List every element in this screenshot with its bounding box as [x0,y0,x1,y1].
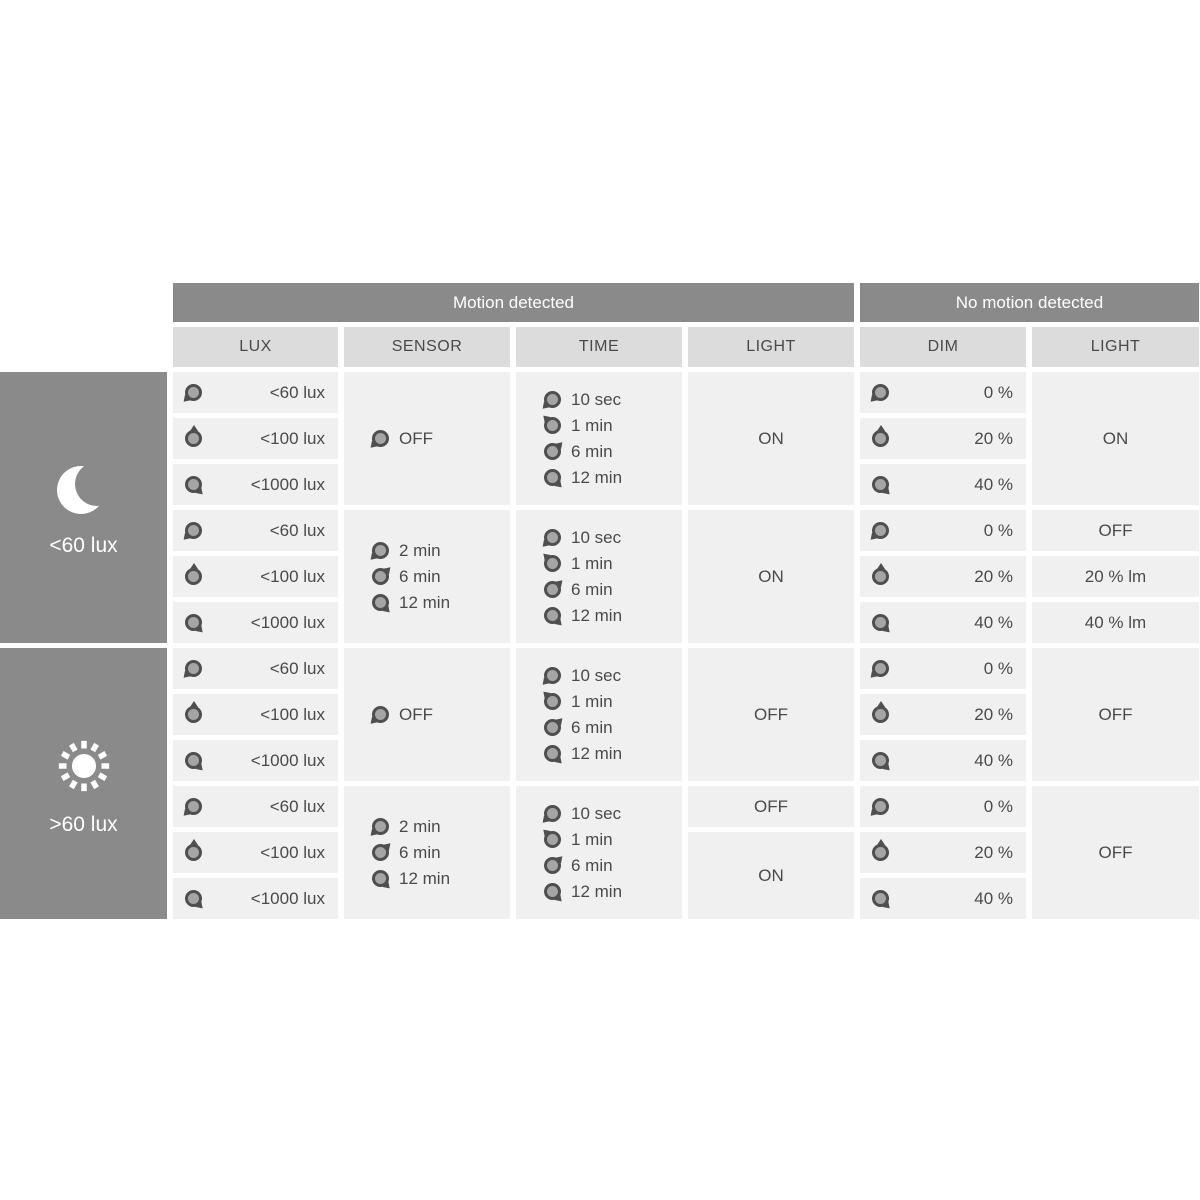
dial-icon [540,827,564,851]
light-state-cell [688,786,854,827]
dial-icon [181,794,205,818]
dial-icon [868,886,892,910]
dial-icon [540,689,564,713]
sensor-cell [344,648,510,781]
lux-value: <1000 lux [250,474,325,494]
dial-icon [540,577,564,601]
lux-value: <1000 lux [250,612,325,632]
lux-value: <1000 lux [250,750,325,770]
dial-icon [368,538,392,562]
lux-value: <60 lux [269,658,325,678]
time-value: 12 min [571,881,623,901]
column-header-sensor: SENSOR [344,327,510,367]
dim-value: 20 % [974,842,1013,862]
dim-cell [860,418,1026,459]
dial-icon [540,465,564,489]
column-header-lux: LUX [173,327,338,367]
light-nomotion-cell [1032,602,1199,643]
dial-icon [185,430,202,447]
lux-value: <60 lux [269,520,325,540]
sidebar-night [0,372,167,643]
light-state: OFF [754,704,788,724]
dial-icon [868,610,892,634]
time-value: 10 sec [571,527,622,547]
dial-icon [368,702,392,726]
dial-icon [185,706,202,723]
time-value: 10 sec [571,389,622,409]
time-cell [516,372,682,505]
dim-value: 20 % [974,428,1013,448]
dial-icon [181,380,205,404]
dim-cell [860,556,1026,597]
sidebar-day [0,648,167,919]
dial-icon [540,439,564,463]
time-value: 12 min [571,743,623,763]
dim-cell [860,786,1026,827]
light-state: 40 % lm [1084,612,1147,632]
dial-icon [540,879,564,903]
light-state-cell [688,648,854,781]
dial-icon [540,387,564,411]
dial-icon [872,568,889,585]
time-value: 12 min [571,605,623,625]
dial-icon [181,610,205,634]
light-nomotion-cell [1032,372,1199,505]
lux-value: <1000 lux [250,888,325,908]
dial-icon [872,706,889,723]
light-state: OFF [754,796,788,816]
light-nomotion-cell [1032,556,1199,597]
light-state: ON [758,428,784,448]
dial-icon [540,741,564,765]
lux-cell [173,602,338,643]
dial-icon [181,472,205,496]
dial-icon [181,748,205,772]
dial-icon [868,518,892,542]
lux-cell [173,878,338,919]
dial-icon [368,866,392,890]
sensor-settings-table [0,283,1199,919]
lux-value: <60 lux [269,382,325,402]
dim-value: 40 % [974,888,1013,908]
light-state: ON [758,566,784,586]
light-state: OFF [1098,842,1133,862]
dim-cell [860,602,1026,643]
dial-icon [540,603,564,627]
sensor-value: 6 min [399,842,441,862]
dim-value: 40 % [974,612,1013,632]
dim-value: 20 % [974,566,1013,586]
time-value: 6 min [571,579,613,599]
dial-icon [540,525,564,549]
dim-value: 0 % [983,382,1013,402]
dim-cell [860,832,1026,873]
light-state-cell [688,372,854,505]
dial-icon [868,748,892,772]
dial-icon [185,844,202,861]
moon-icon [52,458,116,522]
dial-icon [181,518,205,542]
light-nomotion-cell [1032,786,1199,919]
day-lux-label: >60 lux [49,812,118,836]
time-value: 12 min [571,467,623,487]
light-state: ON [758,865,784,885]
time-value: 1 min [571,415,613,435]
light-nomotion-cell [1032,510,1199,551]
lux-value: <60 lux [269,796,325,816]
dial-icon [872,844,889,861]
lux-value: <100 lux [260,428,325,448]
lux-cell [173,832,338,873]
lux-value: <100 lux [260,704,325,724]
lux-value: <100 lux [260,842,325,862]
light-state: 20 % lm [1084,566,1147,586]
sensor-value: 12 min [399,868,451,888]
band-no-motion-label: No motion detected [955,292,1104,312]
sensor-value: OFF [399,428,433,448]
dial-icon [368,814,392,838]
dial-icon [540,801,564,825]
dial-icon [868,472,892,496]
dim-cell [860,464,1026,505]
light-state-cell [688,510,854,643]
dial-icon [872,430,889,447]
dial-icon [868,794,892,818]
lux-cell [173,740,338,781]
column-header-light: LIGHT [688,327,854,367]
time-value: 1 min [571,691,613,711]
time-value: 6 min [571,717,613,737]
sensor-cell [344,786,510,919]
lux-cell [173,464,338,505]
column-header-time: TIME [516,327,682,367]
dial-icon [185,568,202,585]
dial-icon [368,840,392,864]
sensor-value: OFF [399,704,433,724]
lux-cell [173,694,338,735]
dim-cell [860,648,1026,689]
light-state: OFF [1098,704,1133,724]
lux-cell [173,786,338,827]
light-nomotion-cell [1032,648,1199,781]
time-value: 10 sec [571,665,622,685]
time-cell [516,510,682,643]
lux-value: <100 lux [260,566,325,586]
dim-value: 40 % [974,750,1013,770]
sensor-value: 6 min [399,566,441,586]
dial-icon [368,590,392,614]
band-motion-label: Motion detected [453,292,574,312]
time-value: 1 min [571,829,613,849]
dial-icon [181,886,205,910]
lux-cell [173,556,338,597]
dim-value: 0 % [983,520,1013,540]
light-state-cell [688,832,854,919]
band-motion-detected [173,283,854,322]
dial-icon [868,656,892,680]
time-value: 6 min [571,441,613,461]
time-value: 6 min [571,855,613,875]
sensor-value: 2 min [399,816,441,836]
night-lux-label: <60 lux [49,533,118,557]
sensor-cell [344,510,510,643]
sensor-value: 2 min [399,540,441,560]
lux-cell [173,372,338,413]
dim-cell [860,878,1026,919]
lux-cell [173,648,338,689]
dim-value: 0 % [983,658,1013,678]
dim-value: 20 % [974,704,1013,724]
light-state: ON [1102,428,1129,448]
dial-icon [540,715,564,739]
dim-cell [860,694,1026,735]
dim-value: 0 % [983,796,1013,816]
time-value: 10 sec [571,803,622,823]
dial-icon [540,663,564,687]
dim-cell [860,740,1026,781]
dial-icon [540,853,564,877]
dial-icon [540,413,564,437]
light-state: OFF [1098,520,1133,540]
dim-cell [860,372,1026,413]
dial-icon [368,426,392,450]
time-value: 1 min [571,553,613,573]
column-header-dim: DIM [860,327,1026,367]
column-header-light-nomotion: LIGHT [1032,327,1199,367]
time-cell [516,648,682,781]
sensor-cell [344,372,510,505]
lux-cell [173,510,338,551]
dial-icon [181,656,205,680]
lux-cell [173,418,338,459]
dial-icon [868,380,892,404]
sun-icon [49,731,119,801]
dim-cell [860,510,1026,551]
sensor-value: 12 min [399,592,451,612]
dial-icon [368,564,392,588]
time-cell [516,786,682,919]
band-no-motion-detected [860,283,1199,322]
dim-value: 40 % [974,474,1013,494]
dial-icon [540,551,564,575]
